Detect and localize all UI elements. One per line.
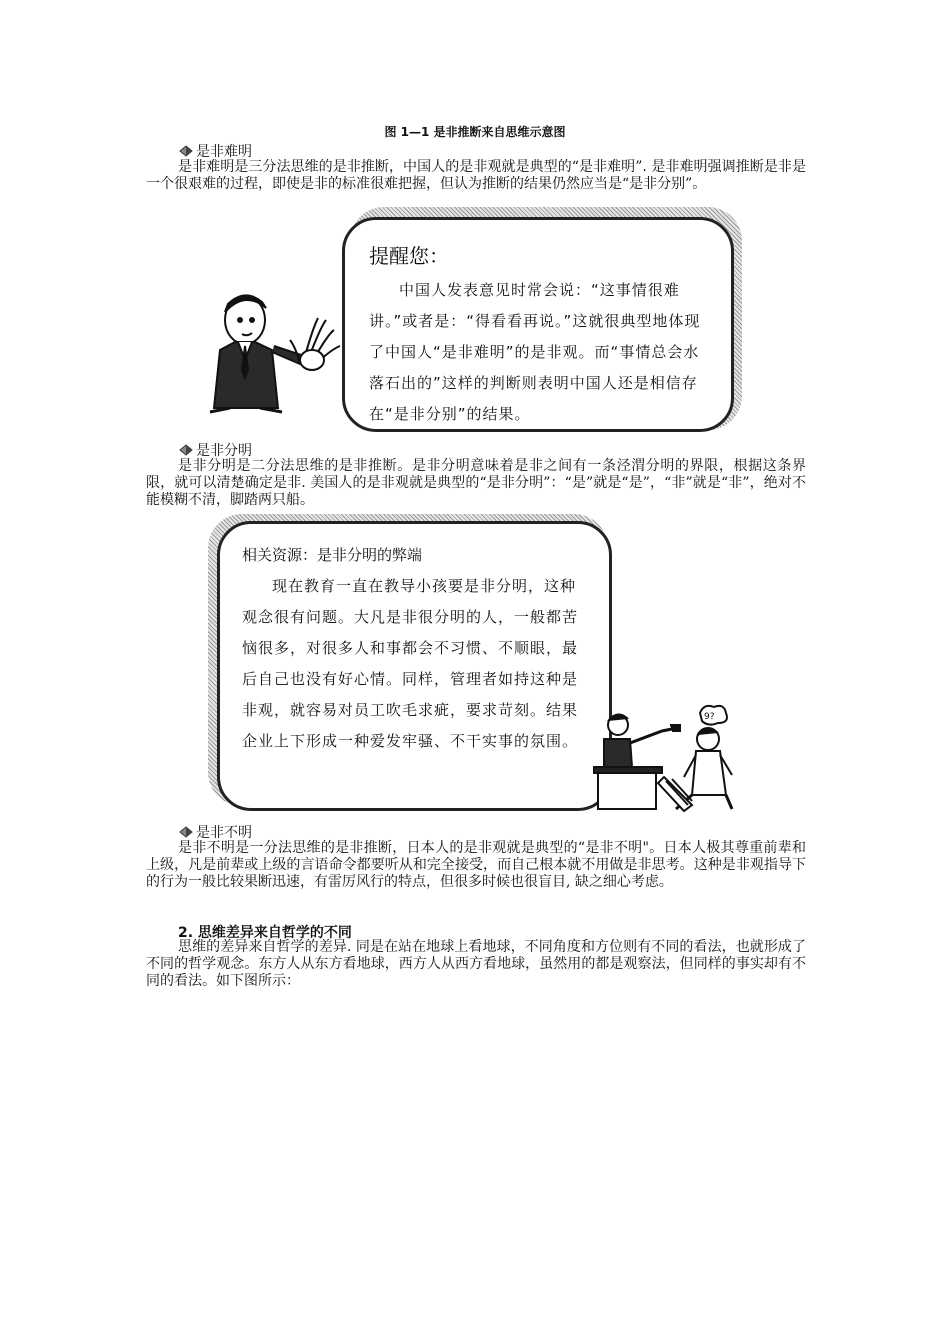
bullet-heading-2 — [178, 440, 252, 460]
section-title: 是非分明 — [196, 443, 252, 459]
boss-scolding-cartoon — [592, 695, 742, 813]
diamond-bullet-icon — [178, 145, 194, 157]
section-title: 是非难明 — [196, 144, 252, 160]
callout-title: 相关资源：是非分明的弊端 — [242, 546, 423, 564]
section-paragraph: 是非分明是二分法思维的是非推断。是非分明意味着是非之间有一条泾渭分明的界限，根据这条界限，就可以清楚确定是非. 美国人的是非观就是典型的“是非分明”：“是”就是“是”，“非”就是“非”，绝对不能模糊不清，脚踏两只船。 — [146, 458, 806, 508]
callout-body: 现在教育一直在教导小孩要是非分明，这种观念很有问题。大凡是非很分明的人，一般都苦恼很多，对很多人和事都会不习惯、不顺眼，最后自己也没有好心情。同样，管理者如持这种是非观，就容易对员工吹毛求疵，要求苛刻。结果企业上下形成一种爱发牢骚、不干实事的氛围。 — [242, 577, 579, 750]
callout-resource — [217, 521, 612, 811]
bullet-heading-1 — [178, 141, 252, 161]
section-paragraph: 是非难明是三分法思维的是非推断，中国人的是非观就是典型的“是非难明”. 是非难明强调推断是非是一个很艰难的过程，即使是非的标准很难把握，但认为推断的结果仍然应当是“是非分别”。 — [146, 159, 806, 192]
diamond-bullet-icon — [178, 826, 194, 838]
section-heading: 2. 思维差异来自哲学的不同 — [178, 925, 352, 941]
section-title: 是非不明 — [196, 825, 252, 841]
callout-title: 提醒您： — [369, 244, 449, 268]
callout-tip — [342, 217, 734, 432]
bullet-heading-3 — [178, 822, 252, 842]
man-pointing-cartoon — [200, 290, 350, 415]
section-paragraph: 是非不明是一分法思维的是非推断，日本人的是非观就是典型的“是非不明"。日本人极其尊重前辈和上级，凡是前辈或上级的言语命令都要听从和完全接受，而自己根本就不用做是非思考。这种是非观指导下的行为一般比较果断迅速，有雷厉风行的特点，但很多时候也很盲目, 缺之细心考虑。 — [146, 840, 806, 890]
figure-caption: 图 1—1 是非推断来自思维示意图 — [384, 125, 566, 139]
section-paragraph: 思维的差异来自哲学的差异. 同是在站在地球上看地球，不同角度和方位则有不同的看法，也就形成了不同的哲学观念。东方人从东方看地球，西方人从西方看地球，虽然用的都是观察法，但同样的事实却有不同的看法。如下图所示： — [146, 939, 806, 989]
callout-body: 中国人发表意见时常会说：“这事情很难讲。”或者是：“得看看再说。”这就很典型地体现了中国人“是非难明”的是非观。而“事情总会水落石出的”这样的判断则表明中国人还是相信存在“是非分别”的结果。 — [369, 281, 701, 423]
diamond-bullet-icon — [178, 444, 194, 456]
svg-text:9?: 9? — [704, 712, 715, 722]
